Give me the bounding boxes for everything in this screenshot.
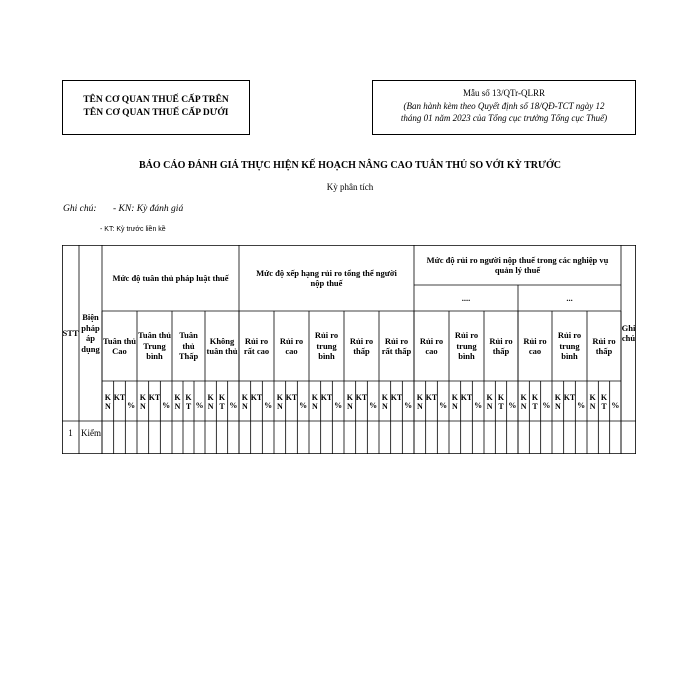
level-risk-medium: Rủi ro trung bình (314, 330, 339, 362)
issued-by-line-2: tháng 01 năm 2023 của Tổng cục trưởng Tổng cục Thuế) (400, 113, 608, 123)
level-non-compliance: Không tuân thủ (206, 335, 238, 356)
sub-header-pct: % (611, 401, 620, 410)
sub-header-pct: % (229, 401, 238, 410)
sub-header-kn: KN (589, 393, 596, 411)
row-1-measure: Kiểm (81, 428, 101, 438)
sub-header-kn: KN (207, 393, 214, 411)
header-compliance-group: Mức độ tuân thủ pháp luật thuế (112, 272, 229, 283)
sub-header-pct: % (162, 401, 171, 410)
sub-header-kt: KT (218, 393, 226, 411)
sub-header-kn: KN (174, 393, 181, 411)
form-info-box (372, 80, 636, 135)
notes-label: Ghi chú: (63, 204, 97, 214)
sub-header-pct: % (264, 401, 273, 410)
sub-header-kt: KT (320, 393, 333, 402)
level-business1-risk-medium: Rủi ro trung bình (454, 330, 479, 362)
sub-header-kt: KT (185, 393, 192, 411)
sub-header-pct: % (542, 401, 551, 410)
header-stt: STT (62, 327, 79, 338)
upper-agency-name: TÊN CƠ QUAN THUẾ CẤP TRÊN (83, 95, 229, 105)
sub-header-pct: % (299, 401, 308, 410)
sub-header-kn: KN (381, 393, 388, 411)
report-title: BÁO CÁO ĐÁNH GIÁ THỰC HIỆN KẾ HOẠCH NÂNG CAO TUÂN THỦ SO VỚI KỲ TRƯỚC (139, 160, 561, 171)
sub-header-pct: % (577, 401, 586, 410)
sub-header-kt: KT (113, 393, 126, 402)
level-compliance-low: Tuân thủ Thấp (178, 330, 199, 362)
sub-header-kt: KT (250, 393, 263, 402)
sub-header-pct: % (334, 401, 343, 410)
business-subgroup-1: .... (461, 292, 471, 303)
sub-header-kn: KN (416, 393, 423, 411)
note-kt: - KT: Kỳ trước liền kề (100, 226, 166, 233)
sub-header-kt: KT (390, 393, 403, 402)
header-notes: Ghi chú (621, 322, 636, 343)
sub-header-kt: KT (497, 393, 505, 411)
level-risk-high: Rủi ro cao (279, 335, 304, 356)
sub-header-kt: KT (460, 393, 473, 402)
lower-agency-name: TÊN CƠ QUAN THUẾ CẤP DƯỚI (83, 108, 229, 118)
level-business1-risk-low: Rủi ro thấp (489, 335, 513, 356)
sub-header-pct: % (404, 401, 413, 410)
sub-header-pct: % (195, 401, 204, 410)
level-compliance-medium: Tuân thủ Trung bình (138, 330, 172, 362)
sub-header-kn: KN (311, 393, 318, 411)
level-business1-risk-high: Rủi ro cao (419, 335, 444, 356)
form-number: Mẫu số 13/QTr-QLRR (463, 88, 545, 98)
level-business2-risk-medium: Rủi ro trung bình (557, 330, 582, 362)
sub-header-kn: KN (139, 393, 146, 411)
header-risk-business-group: Mức độ rủi ro người nộp thuế trong các nghiệp vụ quản lý thuế (426, 254, 609, 275)
sub-header-kt: KT (600, 393, 608, 411)
sub-header-pct: % (474, 401, 483, 410)
sub-header-kt: KT (531, 393, 539, 411)
sub-header-pct: % (127, 401, 136, 410)
note-kn: - KN: Kỳ đánh giá (113, 204, 184, 214)
level-compliance-high: Tuân thủ Cao (103, 335, 137, 356)
issued-by-line-1: (Ban hành kèm theo Quyết định số 18/QĐ-TCT ngày 12 (403, 100, 605, 111)
level-risk-very-low: Rủi ro rất thấp (381, 335, 412, 356)
level-risk-low: Rủi ro thấp (349, 335, 374, 356)
report-table (62, 245, 636, 454)
sub-header-kn: KN (104, 393, 111, 411)
header-measure: Biện pháp áp dụng (81, 312, 100, 354)
sub-header-kn: KN (276, 393, 283, 411)
notes-line (63, 204, 184, 214)
analysis-period: Kỳ phân tích (326, 182, 374, 192)
sub-header-kt: KT (563, 393, 576, 402)
sub-header-kt: KT (425, 393, 438, 402)
sub-header-kn: KN (554, 393, 561, 411)
row-1-stt: 1 (68, 428, 73, 438)
level-business2-risk-high: Rủi ro cao (523, 335, 547, 356)
level-risk-very-high: Rủi ro rất cao (243, 335, 270, 356)
sub-header-kt: KT (148, 393, 161, 402)
sub-header-kn: KN (241, 393, 248, 411)
sub-header-kn: KN (486, 393, 493, 411)
issuing-agency-box (62, 80, 250, 135)
sub-header-kt: KT (355, 393, 368, 402)
sub-header-pct: % (508, 401, 517, 410)
sub-header-kn: KN (451, 393, 458, 411)
sub-header-kn: KN (346, 393, 353, 411)
business-subgroup-2: ... (566, 292, 573, 303)
sub-header-pct: % (369, 401, 378, 410)
sub-header-pct: % (439, 401, 448, 410)
sub-header-kn: KN (520, 393, 527, 411)
sub-header-kt: KT (285, 393, 298, 402)
level-business2-risk-low: Rủi ro thấp (592, 335, 616, 356)
header-risk-rating-group: Mức độ xếp hạng rủi ro tổng thể người nộp thuế (256, 267, 397, 288)
